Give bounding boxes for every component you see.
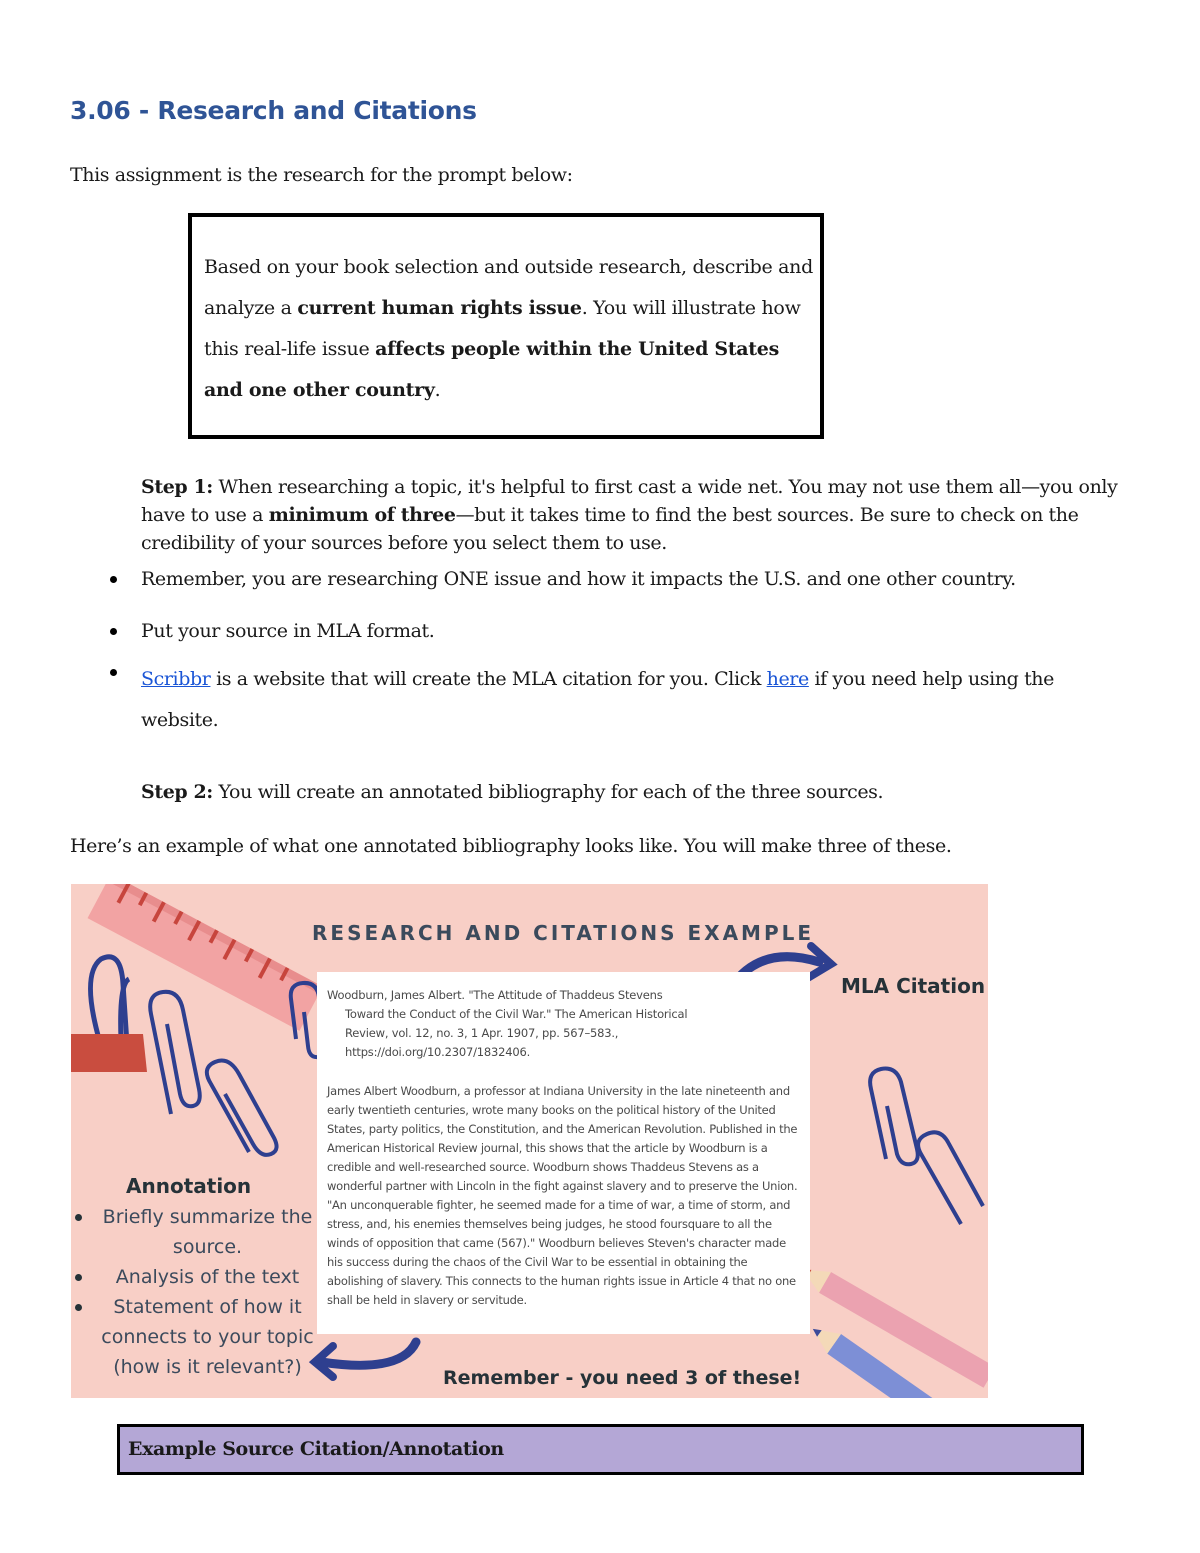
step-2 xyxy=(141,779,883,806)
prompt-text-3: . xyxy=(434,379,441,401)
example-source-label: Example Source Citation/Annotation xyxy=(128,1438,504,1460)
citation-line: Toward the Conduct of the Civil War." The American Historical xyxy=(345,1007,688,1021)
example-card xyxy=(317,972,810,1334)
list-item: Remember, you are researching ONE issue and how it impacts the U.S. and one other country. xyxy=(102,566,1102,618)
example-intro: Here’s an example of what one annotated bibliography looks like. You will make three of these. xyxy=(70,835,952,857)
step-2-label: Step 2: xyxy=(141,781,213,803)
prompt-text-2: . You will illustrate how this real-life issue xyxy=(204,297,801,360)
instructions-list xyxy=(102,566,1102,741)
citation-line: Woodburn, James Albert. "The Attitude of Thaddeus Stevens xyxy=(327,988,663,1002)
list-item: Analysis of the text xyxy=(71,1262,316,1292)
prompt-box xyxy=(188,213,824,439)
step-1-text-1: When researching a topic, it's helpful to first cast a wide net. You may not use them all—you only have to use a xyxy=(141,476,1118,526)
list-item: Briefly summarize the source. xyxy=(71,1202,316,1262)
prompt-text xyxy=(204,247,814,411)
list-item xyxy=(102,659,1102,741)
step-1-bold: minimum of three xyxy=(268,504,456,526)
prompt-bold-1: current human rights issue xyxy=(297,297,582,319)
infographic-title: RESEARCH AND CITATIONS EXAMPLE xyxy=(312,921,815,945)
list-item-text: if you need help using the website. xyxy=(141,668,1054,731)
citation-line: Review, vol. 12, no. 3, 1 Apr. 1907, pp. 567–583., xyxy=(345,1026,619,1040)
page-title: 3.06 - Research and Citations xyxy=(70,96,477,125)
example-annotation: James Albert Woodburn, a professor at Indiana University in the late nineteenth and early twentieth centuries, wrote many books on the political history of the United States, party politics, the Constitution, and the American Revolution. Published in the American Historical Review journal, this shows that the article by Woodburn is a credible and well-researched source. Woodburn shows Thaddeus Stevens as a wonderful partner with Lincoln in the fight against slavery and to preserve the Union. "An unconquerable fighter, he seemed made for a time of war, a time of storm, and stress, and, his enemies themselves being judges, he stood foursquare to all the winds of opposition that came (567)." Woodburn believes Steven's character made his success during the chaos of the Civil War to be essential in obtaining the abolishing of slavery. This connects to the human rights issue in Article 4 that no one shall be held in slavery or servitude. xyxy=(327,1084,798,1307)
here-link[interactable]: here xyxy=(766,668,809,690)
list-item-text: is a website that will create the MLA citation for you. Click xyxy=(210,668,767,690)
annotation-heading: Annotation xyxy=(126,1174,252,1198)
mla-citation-label: MLA Citation xyxy=(841,974,986,998)
step-2-text: You will create an annotated bibliography for each of the three sources. xyxy=(212,781,884,803)
step-1-label: Step 1: xyxy=(141,476,213,498)
reminder-text: Remember - you need 3 of these! xyxy=(443,1367,802,1389)
example-citation xyxy=(327,986,797,1062)
prompt-text-1: Based on your book selection and outside research, describe and analyze a xyxy=(204,256,813,319)
scribbr-link[interactable]: Scribbr xyxy=(141,668,211,690)
list-item: Put your source in MLA format. xyxy=(102,618,1102,659)
step-1-text-2: —but it takes time to find the best sources. Be sure to check on the credibility of your sources before you select them to use. xyxy=(141,504,1079,554)
citation-line: https://doi.org/10.2307/1832406. xyxy=(345,1045,531,1059)
prompt-bold-2: affects people within the United States and one other country xyxy=(204,338,779,401)
example-infographic xyxy=(71,884,988,1398)
pencil-icon xyxy=(796,1259,988,1398)
intro-text: This assignment is the research for the prompt below: xyxy=(70,164,573,186)
binder-clip-icon xyxy=(71,957,147,1072)
list-item: Statement of how it connects to your topic (how is it relevant?) xyxy=(71,1292,316,1382)
step-1 xyxy=(141,473,1141,557)
annotation-points xyxy=(71,1202,316,1382)
example-source-box xyxy=(117,1424,1084,1475)
